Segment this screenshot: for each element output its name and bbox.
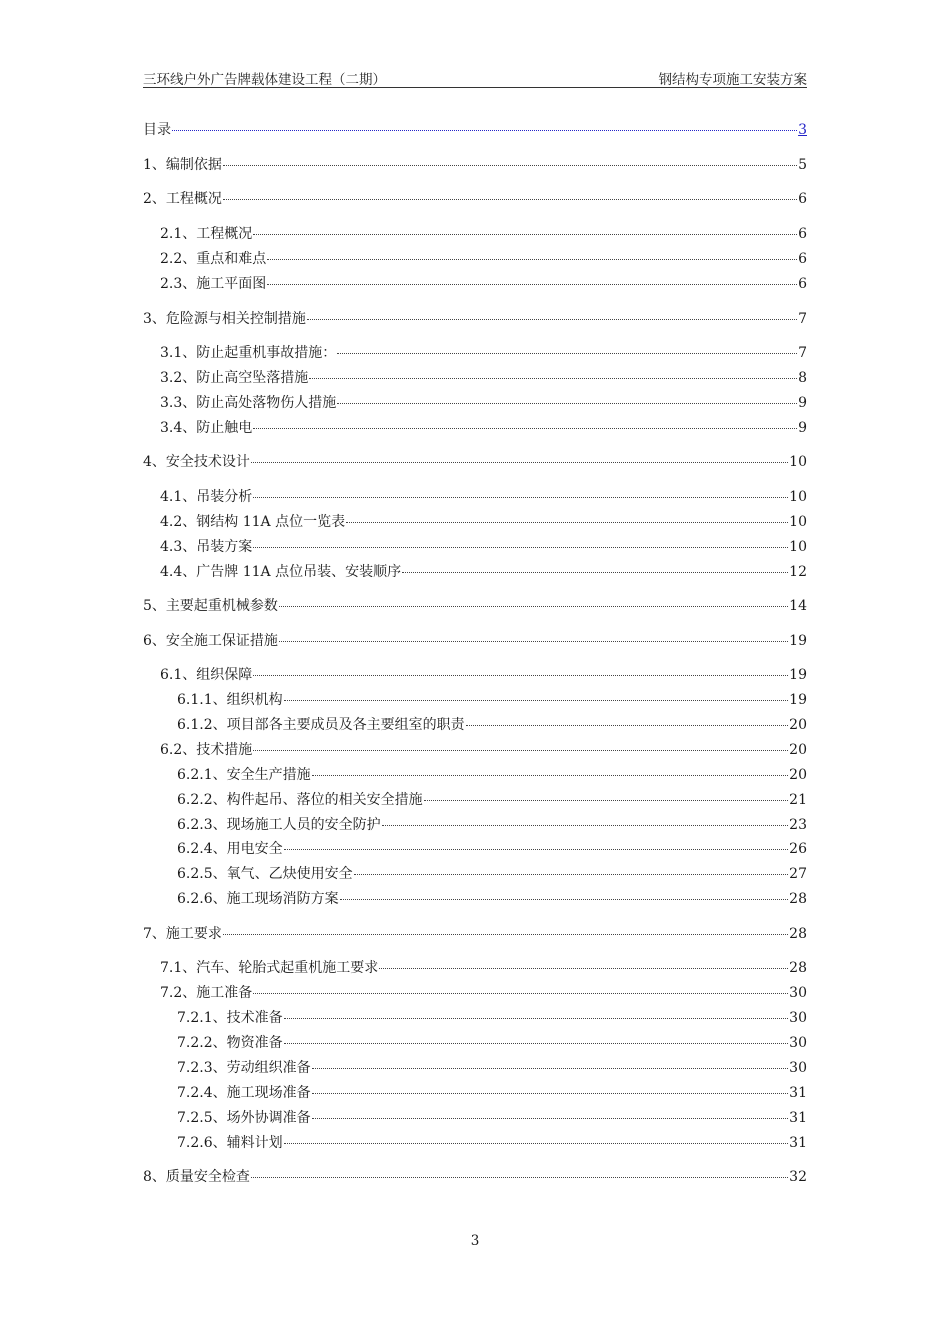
toc-entry-page: 10 [789,539,807,555]
toc-entry-page: 20 [789,767,807,783]
toc-entry[interactable] [177,815,807,835]
toc-entry[interactable] [143,309,807,329]
toc-dot-leader [337,353,797,354]
toc-entry-label: 6.2.2、构件起吊、落位的相关安全措施 [177,792,423,808]
toc-entry[interactable] [143,596,807,616]
toc-dot-leader [253,547,788,548]
toc-entry[interactable] [160,368,807,388]
toc-entry[interactable] [143,120,807,140]
toc-dot-leader [253,993,788,994]
toc-dot-leader [307,319,797,320]
toc-entry[interactable] [143,1167,807,1187]
toc-entry-label: 3.1、防止起重机事故措施： [160,345,337,361]
toc-dot-leader [284,1143,789,1144]
toc-entry-label: 7.2.1、技术准备 [177,1010,283,1026]
toc-entry-label: 7.2.6、辅料计划 [177,1135,283,1151]
toc-entry-page: 10 [789,454,807,470]
toc-entry[interactable] [143,631,807,651]
toc-entry[interactable] [160,274,807,294]
toc-dot-leader [337,403,797,404]
toc-entry[interactable] [177,1008,807,1028]
toc-entry-label: 1、编制依据 [143,157,222,173]
page-number: 3 [470,1233,480,1249]
toc-entry[interactable] [177,839,807,859]
toc-entry[interactable] [177,690,807,710]
toc-dot-leader [354,874,789,875]
toc-entry-page: 3 [798,122,807,138]
toc-entry-label: 2.3、施工平面图 [160,276,267,292]
toc-entry-page: 12 [789,564,807,580]
toc-entry[interactable] [143,155,807,175]
toc-entry-page: 6 [798,191,807,207]
toc-entry-label: 6.2.3、现场施工人员的安全防护 [177,817,381,833]
toc-entry-label: 3.4、防止触电 [160,420,253,436]
toc-dot-leader [279,641,788,642]
toc-entry-page: 23 [789,817,807,833]
toc-entry-label: 4.3、吊装方案 [160,539,253,555]
toc-entry[interactable] [160,487,807,507]
toc-entry-page: 27 [789,866,807,882]
toc-entry[interactable] [177,1033,807,1053]
toc-entry-label: 3.2、防止高空坠落措施 [160,370,309,386]
toc-entry-page: 28 [789,926,807,942]
toc-dot-leader [267,259,797,260]
toc-entry[interactable] [177,1058,807,1078]
toc-entry[interactable] [143,189,807,209]
toc-entry-page: 10 [789,514,807,530]
toc-entry-page: 20 [789,717,807,733]
toc-entry-page: 28 [789,960,807,976]
toc-entry-label: 6.2.6、施工现场消防方案 [177,891,339,907]
toc-entry[interactable] [160,665,807,685]
toc-dot-leader [312,775,789,776]
toc-entry-page: 30 [789,985,807,1001]
toc-dot-leader [253,234,797,235]
toc-entry[interactable] [160,224,807,244]
toc-entry[interactable] [177,1108,807,1128]
toc-entry-page: 31 [789,1135,807,1151]
toc-entry-label: 8、质量安全检查 [143,1169,250,1185]
toc-dot-leader [253,497,788,498]
toc-entry-page: 14 [789,598,807,614]
toc-entry-page: 31 [789,1110,807,1126]
toc-entry-page: 8 [798,370,807,386]
toc-entry-page: 6 [798,251,807,267]
toc-entry-label: 4、安全技术设计 [143,454,250,470]
toc-dot-leader [424,800,789,801]
toc-entry-page: 7 [798,345,807,361]
toc-dot-leader [346,522,788,523]
toc-entry-label: 6.2.1、安全生产措施 [177,767,311,783]
toc-entry-page: 19 [789,667,807,683]
toc-entry-label: 6.1.1、组织机构 [177,692,283,708]
toc-dot-leader [379,968,788,969]
header-project-title: 三环线户外广告牌载体建设工程（二期） [143,72,386,88]
toc-entry[interactable] [177,1083,807,1103]
toc-entry-label: 7.1、汽车、轮胎式起重机施工要求 [160,960,379,976]
toc-entry[interactable] [160,393,807,413]
toc-dot-leader [223,934,788,935]
toc-dot-leader [466,725,789,726]
toc-entry-page: 28 [789,891,807,907]
toc-entry-page: 19 [789,633,807,649]
toc-entry-page: 20 [789,742,807,758]
toc-entry-page: 30 [789,1035,807,1051]
toc-entry-label: 7.2.5、场外协调准备 [177,1110,311,1126]
page-header [143,66,807,88]
toc-entry-label: 2、工程概况 [143,191,222,207]
toc-entry-label: 4.4、广告牌 11A 点位吊装、安装顺序 [160,564,402,580]
toc-dot-leader [251,462,788,463]
toc-entry-label: 目录 [143,122,171,138]
toc-entry[interactable] [143,924,807,944]
toc-entry-label: 7.2.2、物资准备 [177,1035,283,1051]
toc-entry-label: 6.2.4、用电安全 [177,841,283,857]
toc-entry[interactable] [177,790,807,810]
toc-entry[interactable] [160,740,807,760]
toc-entry-page: 30 [789,1010,807,1026]
toc-entry[interactable] [143,452,807,472]
toc-entry-page: 21 [789,792,807,808]
toc-dot-leader [253,750,788,751]
toc-entry-label: 4.1、吊装分析 [160,489,253,505]
toc-entry-label: 6.2.5、氧气、乙炔使用安全 [177,866,353,882]
toc-entry-page: 9 [798,395,807,411]
toc-entry-label: 6.1、组织保障 [160,667,253,683]
toc-dot-leader [253,428,797,429]
toc-entry-label: 7.2.4、施工现场准备 [177,1085,311,1101]
toc-entry[interactable] [160,958,807,978]
toc-entry-label: 6.2、技术措施 [160,742,253,758]
toc-dot-leader [402,572,788,573]
toc-dot-leader [309,378,797,379]
toc-dot-leader [172,130,797,131]
toc-entry[interactable] [177,889,807,909]
toc-entry[interactable] [160,537,807,557]
toc-entry-label: 4.2、钢结构 11A 点位一览表 [160,514,346,530]
toc-entry-page: 6 [798,226,807,242]
toc-entry-page: 5 [798,157,807,173]
toc-entry-label: 6.1.2、项目部各主要成员及各主要组室的职责 [177,717,465,733]
toc-entry-page: 26 [789,841,807,857]
toc-entry-page: 19 [789,692,807,708]
toc-entry-label: 7、施工要求 [143,926,222,942]
toc-entry[interactable] [177,765,807,785]
toc-entry-page: 31 [789,1085,807,1101]
toc-entry[interactable] [177,715,807,735]
toc-entry[interactable] [160,512,807,532]
toc-entry-label: 3.3、防止高处落物伤人措施 [160,395,337,411]
toc-dot-leader [382,825,789,826]
toc-dot-leader [284,700,789,701]
toc-entry-label: 7.2、施工准备 [160,985,253,1001]
toc-entry[interactable] [177,864,807,884]
toc-entry-page: 7 [798,311,807,327]
toc-dot-leader [253,675,788,676]
toc-dot-leader [284,1043,789,1044]
toc-entry[interactable] [160,562,807,582]
toc-entry-label: 7.2.3、劳动组织准备 [177,1060,311,1076]
toc-entry-label: 2.2、重点和难点 [160,251,267,267]
toc-dot-leader [223,199,797,200]
toc-dot-leader [223,165,797,166]
toc-dot-leader [251,1177,788,1178]
toc-entry-label: 6、安全施工保证措施 [143,633,278,649]
toc-dot-leader [267,284,797,285]
toc-entry-page: 9 [798,420,807,436]
header-document-title: 钢结构专项施工安装方案 [658,72,807,88]
toc-entry-label: 3、危险源与相关控制措施 [143,311,306,327]
toc-entry-page: 10 [789,489,807,505]
toc-entry[interactable] [177,1133,807,1153]
toc-dot-leader [312,1118,789,1119]
toc-dot-leader [312,1068,789,1069]
toc-entry[interactable] [160,983,807,1003]
toc-dot-leader [312,1093,789,1094]
toc-dot-leader [284,849,789,850]
toc-entry[interactable] [160,418,807,438]
toc-dot-leader [279,606,788,607]
toc-entry[interactable] [160,249,807,269]
toc-entry-page: 30 [789,1060,807,1076]
toc-dot-leader [284,1018,789,1019]
toc-entry[interactable] [160,343,807,363]
toc-entry-label: 5、主要起重机械参数 [143,598,278,614]
toc-entry-page: 6 [798,276,807,292]
toc-dot-leader [340,899,789,900]
toc-entry-page: 32 [789,1169,807,1185]
toc-entry-label: 2.1、工程概况 [160,226,253,242]
